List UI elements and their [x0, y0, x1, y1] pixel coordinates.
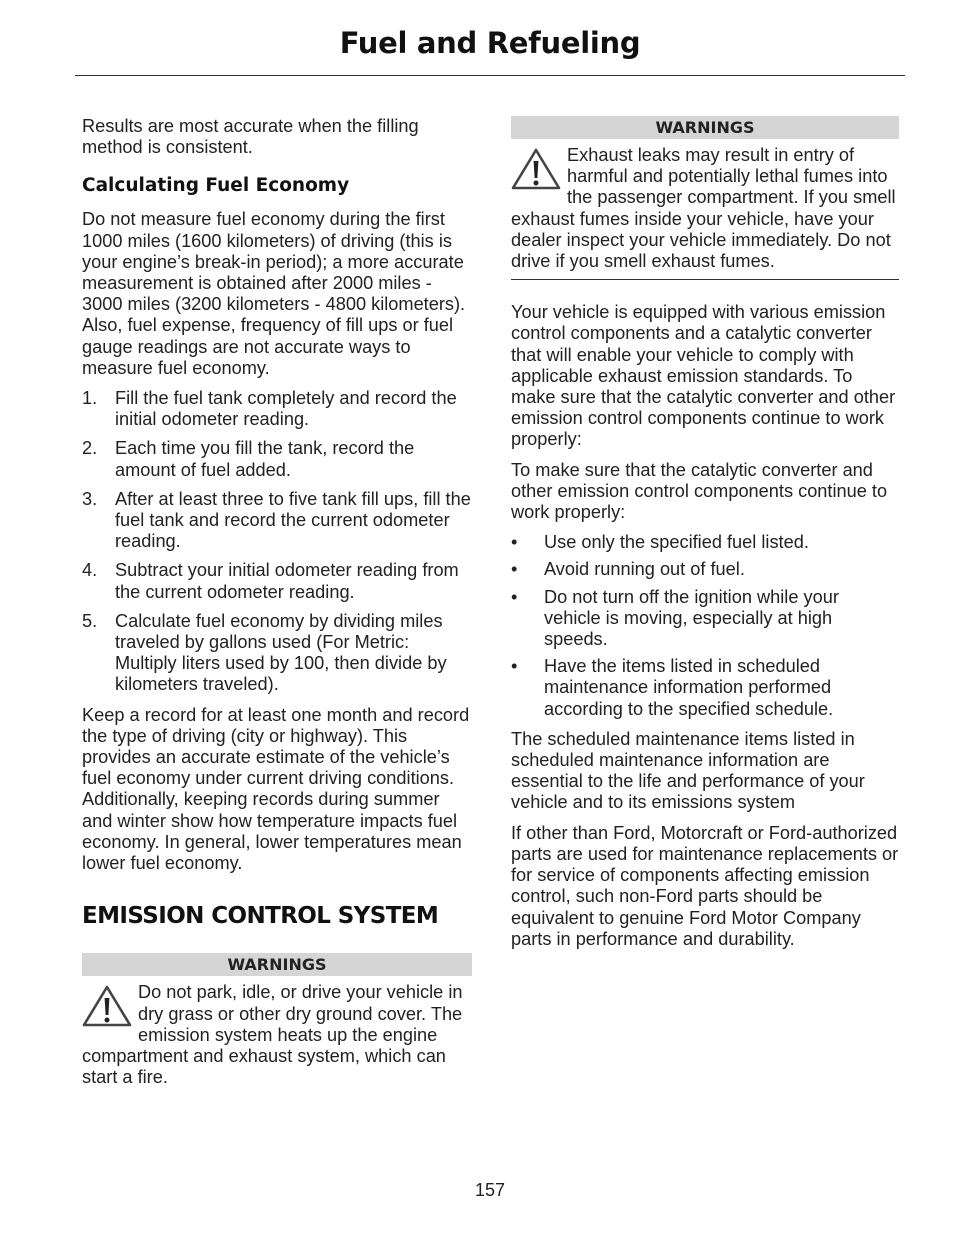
title-divider [75, 75, 905, 76]
warning-divider [511, 279, 899, 280]
bullet: • [511, 586, 518, 607]
record-paragraph: Keep a record for at least one month and record the type of driving (city or highway). This provides an accurate estimate of the vehicle’s fuel economy under current driving conditions. Additionally, keeping records during summer and winter show how temperature impacts fuel economy. In general, lower temperatures mean lower fuel economy. [82, 704, 470, 874]
left-column [82, 116, 472, 1088]
warnings-label: WARNINGS [82, 953, 472, 976]
bullet-text: Avoid running out of fuel. [544, 559, 745, 580]
list-item [511, 532, 899, 553]
bullet-text: Do not turn off the ignition while your vehicle is moving, especially at high speeds. [544, 586, 839, 650]
step-number: 2. [82, 438, 98, 459]
bullet: • [511, 656, 518, 677]
warning-triangle-icon [82, 985, 132, 1028]
warnings-label: WARNINGS [511, 116, 899, 139]
step-text: Calculate fuel economy by dividing miles traveled by gallons used (For Metric: Multiply liters used by 100, then divide by kilometers traveled). [115, 610, 447, 695]
list-item [511, 656, 899, 720]
step-number: 3. [82, 488, 98, 509]
intro-paragraph: Results are most accurate when the filling method is consistent. [82, 116, 419, 158]
warning-box [511, 145, 899, 272]
bullet-text: Have the items listed in scheduled maintenance information performed according to the specified schedule. [544, 656, 834, 719]
step-number: 5. [82, 610, 98, 631]
list-item [82, 489, 472, 553]
calculating-fuel-economy-heading: Calculating Fuel Economy [82, 175, 350, 197]
page-title: Fuel and Refueling [339, 26, 641, 60]
scheduled-paragraph: The scheduled maintenance items listed in scheduled maintenance information are essential to the life and performance of your vehicle and to its emissions system [511, 728, 865, 813]
list-item [511, 587, 899, 651]
step-text: After at least three to five tank fill ups, fill the fuel tank and record the current odometer reading. [115, 488, 471, 552]
step-text: Subtract your initial odometer reading from the current odometer reading. [115, 560, 459, 602]
step-text: Each time you fill the tank, record the amount of fuel added. [115, 438, 415, 480]
step-number: 4. [82, 560, 98, 581]
bullet: • [511, 532, 518, 553]
list-item [82, 388, 472, 430]
ford-parts-paragraph: If other than Ford, Motorcraft or Ford-authorized parts are used for maintenance replacements or for service of components affecting emission control, such non-Ford parts should be equivalent to genuine Ford Motor Company parts in performance and durability. [511, 822, 899, 949]
calc-paragraph: Do not measure fuel economy during the first 1000 miles (1600 kilometers) of driving (this is your engine’s break-in period); a more accurate measurement is obtained after 2000 miles - 3000 miles (3200 kilometers - 4800 kilometers). Also, fuel expense, frequency of fill ups or fuel gauge readings are not accurate ways to measure fuel economy. [82, 209, 466, 378]
step-number: 1. [82, 388, 98, 409]
bullet-text: Use only the specified fuel listed. [544, 532, 809, 553]
warning-triangle-icon [511, 148, 561, 191]
warning-text: Exhaust leaks may result in entry of harmful and potentially lethal fumes into the passenger compartment. If you smell exhaust fumes inside your vehicle, have your dealer inspect your vehicle immediately. Do not drive if you smell exhaust fumes. [511, 145, 896, 272]
list-item [82, 438, 472, 480]
step-text: Fill the fuel tank completely and record the initial odometer reading. [115, 388, 457, 430]
warning-box [82, 982, 472, 1088]
steps-list [82, 388, 472, 696]
make-sure-paragraph: To make sure that the catalytic converter and other emission control components continue to work properly: [511, 459, 888, 523]
emission-control-heading: EMISSION CONTROL SYSTEM [82, 903, 439, 930]
equipped-paragraph: Your vehicle is equipped with various emission control components and a catalytic converter that will enable your vehicle to comply with applicable exhaust emission standards. To make sure that the catalytic converter and other emission control components continue to work properly: [511, 302, 896, 450]
list-item [82, 611, 472, 696]
page-number: 157 [474, 1180, 506, 1200]
list-item [511, 559, 899, 580]
bullet-list [511, 532, 899, 720]
warning-text: Do not park, idle, or drive your vehicle in dry grass or other dry ground cover. The emission system heats up the engine compartment and exhaust system, which can start a fire. [82, 982, 463, 1088]
list-item [82, 560, 472, 602]
bullet: • [511, 559, 518, 580]
right-column [511, 116, 899, 959]
